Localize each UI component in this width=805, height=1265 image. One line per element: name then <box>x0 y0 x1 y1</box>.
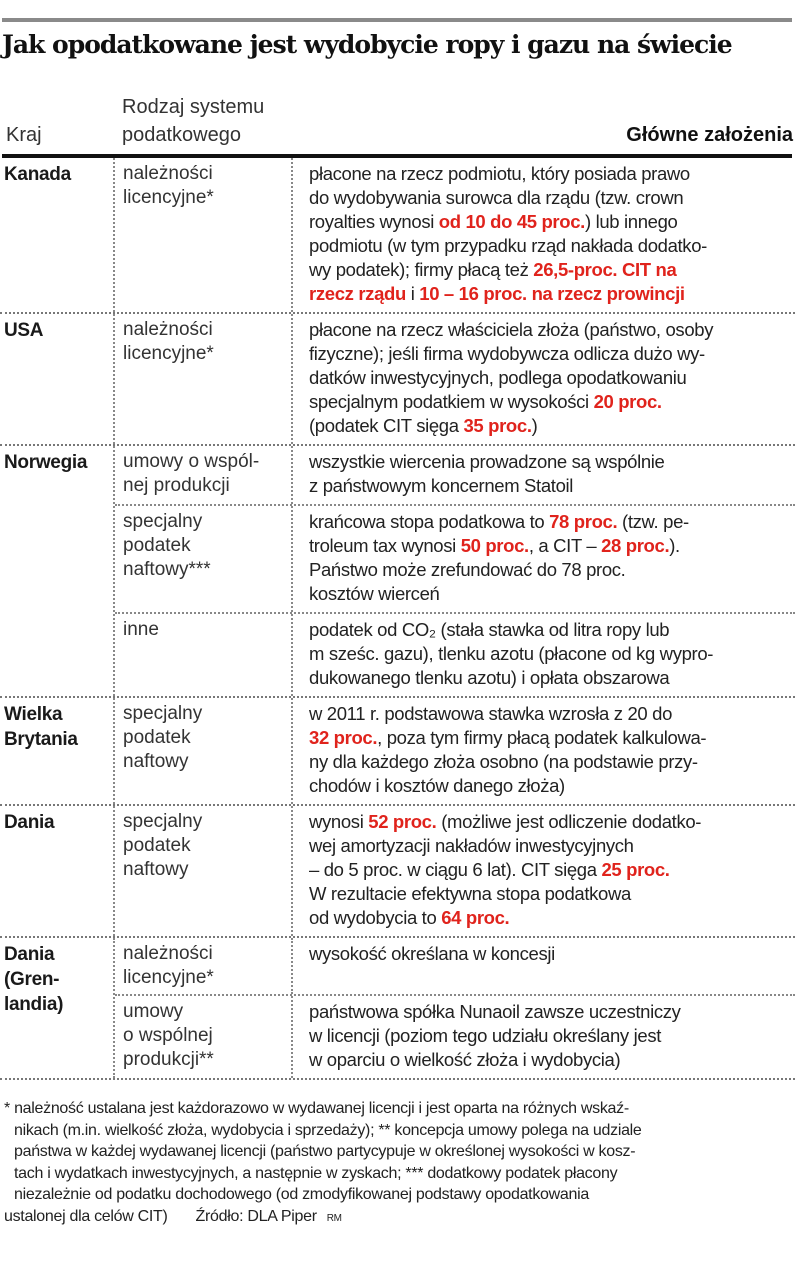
description-line <box>309 774 706 798</box>
description-line <box>309 1000 681 1024</box>
description-text: krańcowa stopa podatkowa to <box>309 511 550 532</box>
description-text: kosztów wierceń <box>309 583 440 604</box>
subrows <box>113 158 795 312</box>
tax-system-row <box>115 994 795 1078</box>
description-text: do wydobywania surowca dla rządu (tzw. crown <box>309 187 684 208</box>
tax-system-type-line: należności <box>123 943 213 964</box>
highlighted-rate: 25 proc. <box>601 859 670 880</box>
description-text: ) lub innego <box>584 211 678 232</box>
country-name: Dania <box>4 812 55 833</box>
country-name: Wielka Brytania <box>4 704 78 750</box>
description-text: , poza tym firmy płacą podatek kalkulowa- <box>377 727 707 748</box>
footnote-text: ustalonej dla celów CIT) <box>4 1207 168 1225</box>
description-line <box>309 1024 681 1048</box>
description-line <box>309 342 713 366</box>
footnote-line: * należność ustalana jest każdorazowo w wydawanej licencji i jest oparta na różnych wskaź- <box>4 1100 629 1117</box>
subrows <box>113 314 795 444</box>
description-text: royalties wynosi <box>309 211 439 232</box>
tax-description <box>293 314 713 444</box>
table-row <box>0 938 795 1080</box>
description-text: Państwo może zrefundować do 78 proc. <box>309 559 626 580</box>
tax-system-type <box>115 698 293 804</box>
tax-system-type-line: naftowy <box>123 859 189 880</box>
footnote-line: tach i wydatkach inwestycyjnych, a następnie w zyskach; *** dodatkowy podatek płacony <box>14 1164 618 1182</box>
source-credit: Źródło: DLA Piper <box>195 1207 317 1225</box>
description-line <box>309 1048 681 1072</box>
footnote-line: nikach (m.in. wielkość złoża, wydobycia i sprzedaży); ** koncepcja umowy polega na udziale <box>14 1121 642 1139</box>
highlighted-rate: 10 – 16 proc. na rzecz prowincji <box>419 283 685 304</box>
table-row <box>0 446 795 698</box>
tax-description <box>293 698 706 804</box>
description-text: wysokość określana w koncesji <box>309 943 555 964</box>
description-line <box>309 390 713 414</box>
description-line <box>309 474 664 498</box>
tax-system-type-line: należności <box>123 319 213 340</box>
footnote-line: państwa w każdej wydawanej licencji (państwo partycypuje w określonej wysokości w kosz- <box>14 1143 636 1160</box>
description-text: w oparciu o wielkość złoża i wydobycia) <box>309 1049 621 1070</box>
tax-system-type <box>115 446 293 504</box>
tax-system-row <box>115 938 795 994</box>
description-line <box>309 450 664 474</box>
description-text: wej amortyzacji nakładów inwestycyjnych <box>309 835 634 856</box>
description-line <box>309 810 701 834</box>
tax-description <box>293 158 707 312</box>
description-text: (tzw. pe- <box>617 511 689 532</box>
author-initials: RM <box>326 1212 342 1224</box>
description-text: dukowanego tlenku azotu) i opłata obszarowa <box>309 667 670 688</box>
highlighted-rate: 26,5-proc. CIT na <box>533 259 677 280</box>
tax-system-row <box>115 504 795 612</box>
description-text: z państwowym koncernem Statoil <box>309 475 574 496</box>
highlighted-rate: 52 proc. <box>368 811 437 832</box>
description-text: podatek od CO₂ (stała stawka od litra ropy lub <box>309 619 670 640</box>
header-country: Kraj <box>6 124 42 146</box>
highlighted-rate: 35 proc. <box>463 415 532 436</box>
description-text: datków inwestycyjnych, podlega opodatkowaniu <box>309 367 687 388</box>
tax-system-type <box>115 314 293 444</box>
highlighted-rate: 32 proc. <box>309 727 378 748</box>
table-row <box>0 806 795 938</box>
tax-description <box>293 996 681 1078</box>
description-text: wy podatek); firmy płacą też <box>309 259 534 280</box>
tax-system-row <box>115 806 795 936</box>
tax-system-type-line: specjalny <box>123 703 203 724</box>
description-text: od wydobycia to <box>309 907 442 928</box>
tax-system-type <box>115 614 293 696</box>
description-text: (podatek CIT sięga <box>309 415 464 436</box>
highlighted-rate: 78 proc. <box>549 511 618 532</box>
description-text: państwowa spółka Nunaoil zawsze uczestniczy <box>309 1001 681 1022</box>
description-line <box>309 882 701 906</box>
footnote-line: niezależnie od podatku dochodowego (od zmodyfikowanej podstawy opodatkowania <box>14 1186 589 1203</box>
description-line <box>309 186 707 210</box>
description-line <box>309 318 713 342</box>
tax-system-type <box>115 806 293 936</box>
highlighted-rate: rzecz rządu <box>309 283 406 304</box>
description-line <box>309 366 713 390</box>
description-line <box>309 834 701 858</box>
tax-system-type-line: podatek <box>123 535 191 556</box>
tax-table <box>0 158 795 1080</box>
table-row <box>0 314 795 446</box>
description-text: ny dla każdego złoża osobno (na podstawie przy- <box>309 751 698 772</box>
tax-system-row <box>115 158 795 312</box>
description-line <box>309 258 707 282</box>
description-line <box>309 534 689 558</box>
description-text: (możliwe jest odliczenie dodatko- <box>436 811 702 832</box>
header-type-line1: Rodzaj systemu <box>122 96 265 118</box>
description-text: specjalnym podatkiem w wysokości <box>309 391 594 412</box>
description-text: – do 5 proc. w ciągu 6 lat). CIT sięga <box>309 859 602 880</box>
tax-description <box>293 614 713 696</box>
description-line <box>309 858 701 882</box>
description-text: ). <box>669 535 680 556</box>
highlighted-rate: 20 proc. <box>593 391 662 412</box>
subrows <box>113 806 795 936</box>
table-row <box>0 698 795 806</box>
top-rule <box>2 18 792 22</box>
country-name: USA <box>4 320 44 341</box>
tax-system-type-line: podatek <box>123 835 191 856</box>
description-text: fizyczne); jeśli firma wydobywcza odlicza dużo wy- <box>309 343 705 364</box>
description-text: w 2011 r. podstawowa stawka wzrosła z 20 do <box>309 703 673 724</box>
description-line <box>309 642 713 666</box>
description-text: , a CIT – <box>528 535 602 556</box>
tax-system-type-line: podatek <box>123 727 191 748</box>
tax-system-row <box>115 698 795 804</box>
tax-system-row <box>115 446 795 504</box>
tax-system-type-line: należności <box>123 163 213 184</box>
description-text: podmiotu (w tym przypadku rząd nakłada dodatko- <box>309 235 707 256</box>
highlighted-rate: 64 proc. <box>441 907 510 928</box>
description-text: i <box>405 283 420 304</box>
tax-system-type <box>115 158 293 312</box>
description-line <box>309 618 713 642</box>
tax-system-row <box>115 612 795 696</box>
description-line <box>309 210 707 234</box>
tax-description <box>293 446 664 504</box>
header-description: Główne założenia <box>626 124 793 146</box>
page-title: Jak opodatkowane jest wydobycie ropy i gazu na świecie <box>2 30 732 59</box>
description-line <box>309 162 707 186</box>
tax-system-type-line: licencyjne* <box>123 187 214 208</box>
description-line <box>309 282 707 306</box>
tax-system-type-line: licencyjne* <box>123 967 214 988</box>
tax-system-type <box>115 938 293 994</box>
description-text: ) <box>531 415 538 436</box>
subrows <box>113 938 795 1078</box>
footnote <box>4 1098 794 1229</box>
tax-system-type <box>115 506 293 612</box>
country-name: Dania (Gren- landia) <box>4 944 64 1015</box>
subrows <box>113 698 795 804</box>
tax-system-type-line: licencyjne* <box>123 343 214 364</box>
subrows <box>113 446 795 696</box>
country-name: Norwegia <box>4 452 88 473</box>
description-line <box>309 726 706 750</box>
tax-system-type-line: nej produkcji <box>123 475 230 496</box>
tax-system-type-line: o wspólnej <box>123 1025 213 1046</box>
tax-system-type-line: produkcji** <box>123 1049 214 1070</box>
highlighted-rate: 28 proc. <box>601 535 670 556</box>
description-line <box>309 510 689 534</box>
footnote-line <box>4 1206 794 1230</box>
tax-system-type-line: specjalny <box>123 511 203 532</box>
description-line <box>309 666 713 690</box>
tax-system-row <box>115 314 795 444</box>
country-name: Kanada <box>4 164 71 185</box>
description-text: m sześc. gazu), tlenku azotu (płacone od kg wypro- <box>309 643 714 664</box>
description-text: wszystkie wiercenia prowadzone są wspólnie <box>309 451 665 472</box>
tax-system-type-line: naftowy <box>123 751 189 772</box>
description-text: chodów i kosztów danego złoża) <box>309 775 565 796</box>
description-text: W rezultacie efektywna stopa podatkowa <box>309 883 631 904</box>
highlighted-rate: od 10 do 45 proc. <box>438 211 585 232</box>
description-line <box>309 234 707 258</box>
description-line <box>309 582 689 606</box>
description-line <box>309 558 689 582</box>
tax-system-type-line: specjalny <box>123 811 203 832</box>
tax-system-type <box>115 996 293 1078</box>
description-line <box>309 942 555 966</box>
tax-description <box>293 806 701 936</box>
description-text: w licencji (poziom tego udziału określany jest <box>309 1025 662 1046</box>
tax-system-type-line: inne <box>123 619 159 640</box>
description-line <box>309 702 706 726</box>
tax-description <box>293 506 689 612</box>
tax-system-type-line: umowy o wspól- <box>123 451 260 472</box>
header-type-line2: podatkowego <box>122 124 241 146</box>
highlighted-rate: 50 proc. <box>460 535 529 556</box>
description-text: wynosi <box>309 811 369 832</box>
description-text: płacone na rzecz właściciela złoża (państwo, osoby <box>309 319 714 340</box>
description-text: troleum tax wynosi <box>309 535 461 556</box>
table-row <box>0 158 795 314</box>
tax-system-type-line: umowy <box>123 1001 184 1022</box>
description-line <box>309 750 706 774</box>
tax-system-type-line: naftowy*** <box>123 559 211 580</box>
description-text: płacone na rzecz podmiotu, który posiada prawo <box>309 163 690 184</box>
description-line <box>309 906 701 930</box>
tax-description <box>293 938 555 994</box>
description-line <box>309 414 713 438</box>
